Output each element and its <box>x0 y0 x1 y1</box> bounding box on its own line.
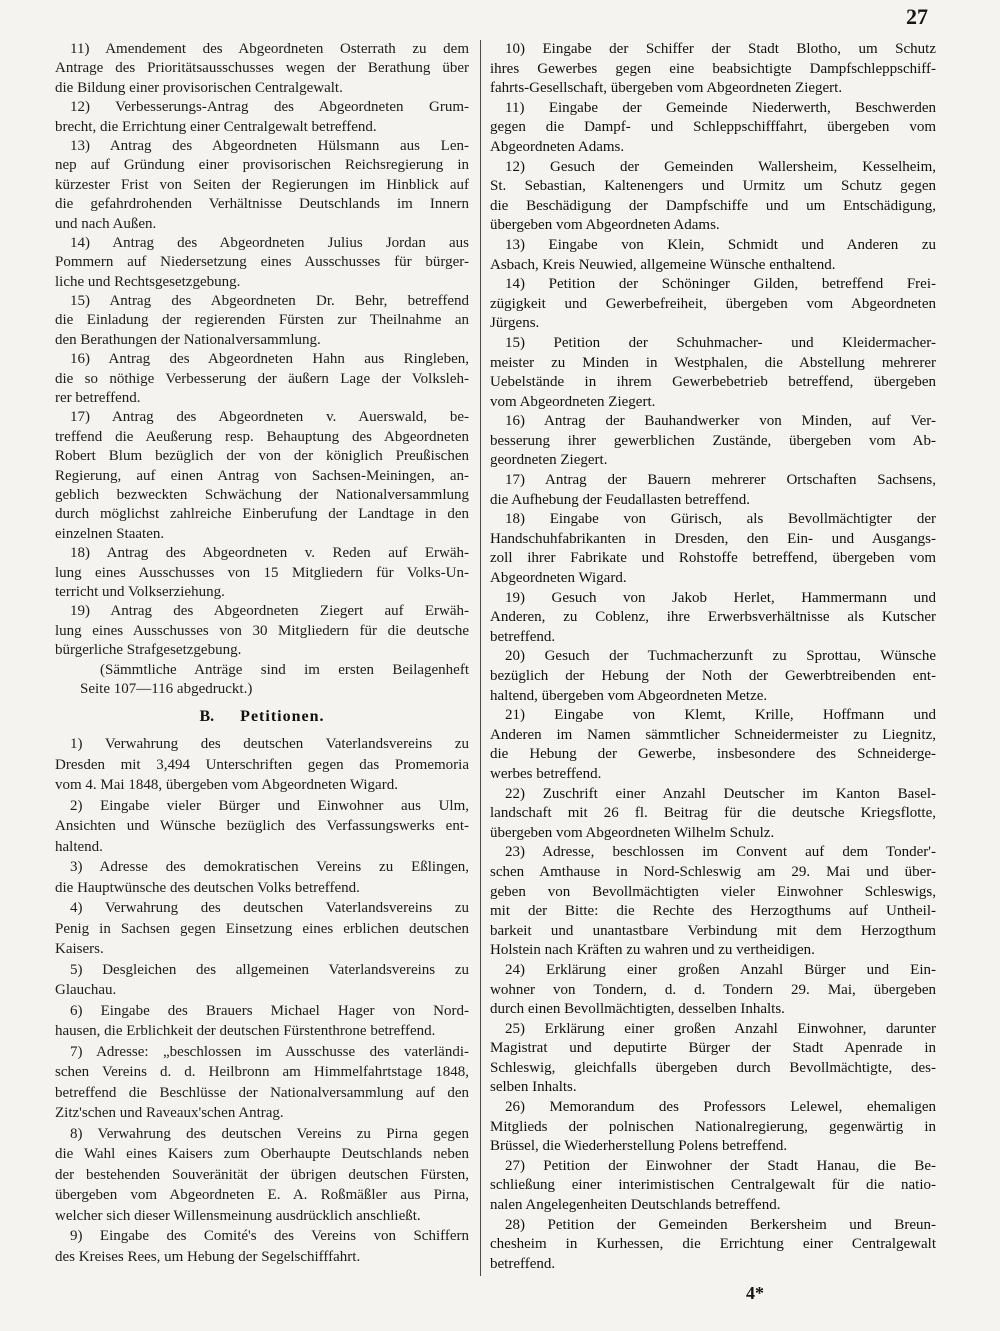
text-line: 18) Antrag des Abgeordneten v. Reden auf Erwäh- <box>70 545 469 562</box>
section-letter: B. <box>199 708 215 726</box>
text-line: die Bildung einer provisorischen Centralgewalt. <box>55 79 343 96</box>
text-line: 1) Verwahrung des deutschen Vaterlandsvereins zu <box>70 736 469 753</box>
text-line: 13) Eingabe von Klein, Schmidt und Anderen zu <box>505 236 936 253</box>
petition-item <box>490 471 936 510</box>
text-line: die Wahl eines Kaisers zum Oberhaupte Deutschlands neben <box>55 1146 469 1163</box>
text-line: 15) Antrag des Abgeordneten Dr. Behr, betreffend <box>70 293 469 310</box>
text-line: fahrts-Gesellschaft, übergeben vom Abgeordneten Ziegert. <box>490 80 843 97</box>
text-line: Robert Blum bezüglich der von der königlich Preußischen <box>55 448 469 465</box>
text-line: barkeit und unantastbare Verbindung mit dem Herzogthum <box>490 922 936 939</box>
text-line: 4) Verwahrung des deutschen Vaterlandsvereins zu <box>70 900 469 917</box>
motion-item <box>55 408 469 544</box>
text-line: bezüglich der Hebung der Noth der Gewerbtreibenden ent- <box>490 668 936 684</box>
text-line: 17) Antrag der Bauern mehrerer Ortschaften Sachsens, <box>505 472 936 489</box>
text-line: bürgerliche Strafgesetzgebung. <box>55 642 242 659</box>
text-line: Mitglieds der polnischen Nationalregierung, gegenwärtig in <box>490 1118 936 1135</box>
text-line: die Aufhebung der Feudallasten betreffend. <box>490 491 751 508</box>
page-number: 27 <box>906 4 928 29</box>
text-line: meister zu Minden in Westphalen, die Abstellung mehrerer <box>490 354 936 371</box>
text-line: treffend die Aeußerung resp. Behauptung des Abgeordneten <box>55 428 469 445</box>
text-line: 6) Eingabe des Brauers Michael Hager von Nord- <box>70 1002 469 1019</box>
text-line: (Sämmtliche Anträge sind im ersten Beilagenheft <box>100 661 469 678</box>
text-line: haltend, übergeben vom Abgeordneten Metze. <box>490 687 768 704</box>
text-line: terricht und Volkserziehung. <box>55 583 225 600</box>
petition-item <box>55 796 469 858</box>
petition-item <box>55 1124 469 1227</box>
motion-item <box>55 602 469 660</box>
text-line: betreffend. <box>490 1255 556 1272</box>
text-line: Kaisers. <box>55 941 104 958</box>
text-line: Regierung, auf einen Antrag von Sachsen-Meiningen, an- <box>55 467 469 484</box>
petition-item <box>490 647 936 706</box>
text-line: besserung ihrer gewerblichen Zustände, übergeben vom Ab- <box>490 432 936 449</box>
petition-item <box>55 1001 469 1042</box>
text-line: 22) Zuschrift einer Anzahl Deutscher im Kanton Basel- <box>505 785 936 802</box>
petition-item <box>55 734 469 796</box>
petition-item <box>490 412 936 471</box>
petition-item <box>490 158 936 236</box>
section-heading <box>55 699 469 734</box>
text-line: Pommern auf Niedersetzung eines Ausschusses für bürger- <box>55 254 469 271</box>
text-line: Anderen, zu Coblenz, ihre Erwerbsverhältnisse als Kutscher <box>490 609 936 626</box>
text-line: chesheim in Kurhessen, die Errichtung einer Centralgewalt <box>490 1236 936 1253</box>
petition-item <box>490 589 936 648</box>
text-line: Anderen im Namen sämmtlicher Schneidermeister zu Liegnitz, <box>490 726 936 743</box>
text-line: brecht, die Errichtung einer Centralgewalt betreffend. <box>55 118 377 135</box>
text-line: zoll ihrer Fabrikate und Rohstoffe betreffend, übergeben vom <box>490 550 936 567</box>
motion-item <box>55 40 469 98</box>
text-line: Antrage des Prioritätsausschusses wegen der Berathung über <box>55 60 469 77</box>
text-line: lung eines Ausschusses von 15 Mitgliedern für Volks-Un- <box>55 564 469 581</box>
text-line: Handschuhfabrikanten in Dresden, den Ein- und Ausgangs- <box>490 530 936 547</box>
petition-item <box>490 843 936 961</box>
text-line: 27) Petition der Einwohner der Stadt Hanau, die Be- <box>505 1157 936 1174</box>
text-line: selben Inhalts. <box>490 1079 577 1096</box>
petition-item <box>490 1098 936 1157</box>
motions-list <box>55 40 469 699</box>
text-line: 14) Petition der Schöninger Gilden, betreffend Frei- <box>505 276 936 293</box>
text-line: geben von Bevollmächtigten vieler Einwohner Schleswigs, <box>490 883 936 900</box>
text-line: 9) Eingabe des Comité's des Vereins von Schiffern <box>70 1228 469 1245</box>
section-title: Petitionen. <box>240 708 325 726</box>
text-line: zügigkeit und Gewerbefreiheit, übergeben vom Abgeordneten <box>490 295 936 312</box>
text-line: 24) Erklärung einer großen Anzahl Bürger und Ein- <box>505 961 936 978</box>
text-line: schließung einer interimistischen Centralgewalt für die natio- <box>490 1177 936 1194</box>
text-line: welcher sich dieser Willensmeinung ausdrücklich anschließt. <box>55 1207 421 1224</box>
text-line: ihres Gewerbes gegen eine beabsichtigte Dampfschleppschiff- <box>490 60 936 77</box>
text-line: übergeben vom Abgeordneten Adams. <box>490 217 720 234</box>
petition-item <box>490 1020 936 1098</box>
petition-item <box>490 236 936 275</box>
signature-mark: 4* <box>746 1283 764 1303</box>
text-line: Penig in Sachsen gegen Einsetzung eines erblichen deutschen <box>55 920 469 937</box>
text-line: durch möglichst zahlreiche Einberufung der Landtage in den <box>55 506 469 523</box>
text-line: 26) Memorandum des Professors Lelewel, ehemaligen <box>505 1099 936 1116</box>
petition-item <box>55 1226 469 1267</box>
motion-item <box>55 234 469 292</box>
text-line: 11) Eingabe der Gemeinde Niederwerth, Beschwerden <box>505 99 936 116</box>
petitions-list <box>55 734 469 1267</box>
text-line: 13) Antrag des Abgeordneten Hülsmann aus Len- <box>70 137 469 154</box>
text-line: haltend. <box>55 838 103 855</box>
petition-item <box>490 99 936 158</box>
text-line: 21) Eingabe von Klemt, Krille, Hoffmann und <box>505 707 936 724</box>
text-line: Abgeordneten Wigard. <box>490 570 627 587</box>
text-line: 28) Petition der Gemeinden Berkersheim und Breun- <box>505 1216 936 1233</box>
text-line: 25) Erklärung einer großen Anzahl Einwohner, darunter <box>505 1020 936 1037</box>
text-line: vom Abgeordneten Ziegert. <box>490 393 656 410</box>
text-line: schen Vereins d. d. Heilbronn am Himmelfahrtstage 1848, <box>55 1064 469 1081</box>
text-line: Holstein nach Kräften zu wahren und zu vertheidigen. <box>490 942 815 959</box>
text-line: 3) Adresse des demokratischen Vereins zu Eßlingen, <box>70 859 469 876</box>
text-line: 10) Eingabe der Schiffer der Stadt Blotho, um Schutz <box>505 41 936 57</box>
text-line: 15) Petition der Schuhmacher- und Kleidermacher- <box>505 334 936 351</box>
text-line: 16) Antrag der Bauhandwerker von Minden, auf Ver- <box>505 413 936 430</box>
text-line: die Beschädigung der Dampfschiffe und um Entschädigung, <box>490 197 936 214</box>
text-line: 5) Desgleichen des allgemeinen Vaterlandsvereins zu <box>70 961 469 978</box>
text-line: Uebelstände in ihrem Gewerbebetrieb betreffend, übergeben <box>490 374 936 391</box>
text-line: 14) Antrag des Abgeordneten Julius Jordan aus <box>70 234 469 251</box>
petition-item <box>55 1042 469 1124</box>
motion-item <box>55 98 469 137</box>
text-line: Zitz'schen und Raveaux'schen Antrag. <box>55 1105 284 1122</box>
text-line: Magistrat und deputirte Bürger der Stadt Apenrade in <box>490 1040 936 1057</box>
text-line: liche und Rechtsgesetzgebung. <box>55 273 241 290</box>
text-line: einzelnen Staaten. <box>55 525 165 542</box>
text-line: 2) Eingabe vieler Bürger und Einwohner aus Ulm, <box>70 797 469 814</box>
text-line: die Hauptwünsche des deutschen Volks betreffend. <box>55 879 360 896</box>
petition-item <box>490 334 936 412</box>
petition-item <box>490 275 936 334</box>
text-line: 20) Gesuch der Tuchmacherzunft zu Sprottau, Wünsche <box>505 648 936 665</box>
text-line: wohner von Tondern, d. d. Tondern 29. Mai, übergeben <box>490 981 936 998</box>
text-line: die Einladung der regierenden Fürsten zur Theilnahme an <box>55 312 469 329</box>
text-line: die so nöthige Verbesserung der äußern Lage der Volksleh- <box>55 370 469 387</box>
text-line: mit der Bitte: die Rechte des Herzogthums auf Untheil- <box>490 903 936 920</box>
text-line: betreffend die Beschlüsse der Nationalversammlung auf den <box>55 1084 469 1101</box>
text-line: und nach Außen. <box>55 215 157 232</box>
text-line: Asbach, Kreis Neuwied, allgemeine Wünsche enthaltend. <box>490 256 836 273</box>
text-line: Jürgens. <box>490 315 540 332</box>
text-line: übergeben vom Abgeordneten Wilhelm Schulz. <box>490 824 775 841</box>
motion-item <box>55 292 469 350</box>
text-line: nalen Angelegenheiten Deutschlands betreffend. <box>490 1197 781 1214</box>
text-line: schen Amthause in Nord-Schleswig am 29. Mai und über- <box>490 863 936 880</box>
text-line: 23) Adresse, beschlossen im Convent auf dem Tonder'- <box>505 844 936 861</box>
text-line: den Berathungen der Nationalversammlung. <box>55 331 321 348</box>
text-line: Schleswig, gleichfalls übergeben durch Bevollmächtigte, des- <box>490 1059 936 1076</box>
text-line: 19) Antrag des Abgeordneten Ziegert auf Erwäh- <box>70 603 469 620</box>
petition-item <box>490 706 936 784</box>
petition-item <box>55 898 469 960</box>
text-line: die Hebung der Gewerbe, insbesondere des Schneiderge- <box>490 746 936 763</box>
motion-item <box>55 544 469 602</box>
petition-item <box>490 1216 936 1275</box>
motion-item <box>55 350 469 408</box>
text-line: Ansichten und Wünsche bezüglich des Verfassungswerks ent- <box>55 818 469 835</box>
text-line: Dresden mit 3,494 Unterschriften gegen das Promemoria <box>55 756 469 773</box>
text-line: landschaft mit 26 fl. Beitrag für die deutsche Kriegsflotte, <box>490 805 936 822</box>
text-line: 8) Verwahrung des deutschen Vereins zu Pirna gegen <box>70 1125 469 1142</box>
petition-item <box>490 40 936 99</box>
petition-item <box>490 961 936 1020</box>
text-line: die gefahrdrohenden Verhältnisse Deutschlands im Innern <box>55 196 469 213</box>
text-line: 12) Gesuch der Gemeinden Wallersheim, Kesselheim, <box>505 158 936 175</box>
text-line: betreffend. <box>490 628 556 645</box>
right-column <box>490 40 936 1274</box>
note-paragraph <box>55 661 469 700</box>
petition-item <box>55 857 469 898</box>
text-line: Brüssel, die Wiederherstellung Polens betreffend. <box>490 1138 788 1155</box>
left-column <box>55 40 469 1267</box>
text-line: 17) Antrag des Abgeordneten v. Auerswald, be- <box>70 409 469 426</box>
text-line: 7) Adresse: „beschlossen im Ausschusse des vaterländi- <box>70 1043 469 1060</box>
text-line: des Kreises Rees, um Hebung der Segelschifffahrt. <box>55 1248 361 1265</box>
text-line: der bestehenden Souveränität der übrigen deutschen Fürsten, <box>55 1166 469 1183</box>
text-line: durch einen Bevollmächtigten, desselben Inhalts. <box>490 1001 785 1018</box>
text-line: 16) Antrag des Abgeordneten Hahn aus Ringleben, <box>70 351 469 368</box>
text-line: 11) Amendement des Abgeordneten Osterrath zu dem <box>70 41 469 57</box>
text-line: vom 4. Mai 1848, übergeben vom Abgeordneten Wigard. <box>55 777 398 794</box>
text-line: übergeben vom Abgeordneten E. A. Roßmäßler aus Pirna, <box>55 1187 469 1204</box>
text-line: rer betreffend. <box>55 390 141 407</box>
text-line: kürzester Frist von Seiten der Regierungen im Hinblick auf <box>55 176 469 193</box>
column-divider <box>480 40 481 1276</box>
text-line: geordneten Ziegert. <box>490 452 608 469</box>
text-line: 12) Verbesserungs-Antrag des Abgeordneten Grum- <box>70 99 469 116</box>
text-line: Abgeordneten Adams. <box>490 138 625 155</box>
text-line: St. Sebastian, Kaltenengers und Urmitz um Schutz gegen <box>490 178 936 195</box>
petition-item <box>490 1157 936 1216</box>
text-line: gegen die Dampf- und Schleppschifffahrt, übergeben vom <box>490 119 936 136</box>
petition-item <box>490 785 936 844</box>
text-line: geblich bezweckten Schwächung der Nationalversammlung <box>55 486 469 503</box>
text-line: hausen, die Erblichkeit der deutschen Fürstenthrone betreffend. <box>55 1023 436 1040</box>
motion-item <box>55 137 469 234</box>
petition-item <box>490 510 936 588</box>
text-line: 18) Eingabe von Gürisch, als Bevollmächtigter der <box>505 511 936 528</box>
text-line: nep auf Gründung einer provisorischen Reichsregierung in <box>55 157 469 174</box>
text-line: lung eines Ausschusses von 30 Mitgliedern für die deutsche <box>55 622 469 639</box>
petition-item <box>55 960 469 1001</box>
text-line: Seite 107—116 abgedruckt.) <box>80 680 253 697</box>
text-line: 19) Gesuch von Jakob Herlet, Hammermann und <box>505 589 936 606</box>
text-line: werbes betreffend. <box>490 765 602 782</box>
text-line: Glauchau. <box>55 982 117 999</box>
